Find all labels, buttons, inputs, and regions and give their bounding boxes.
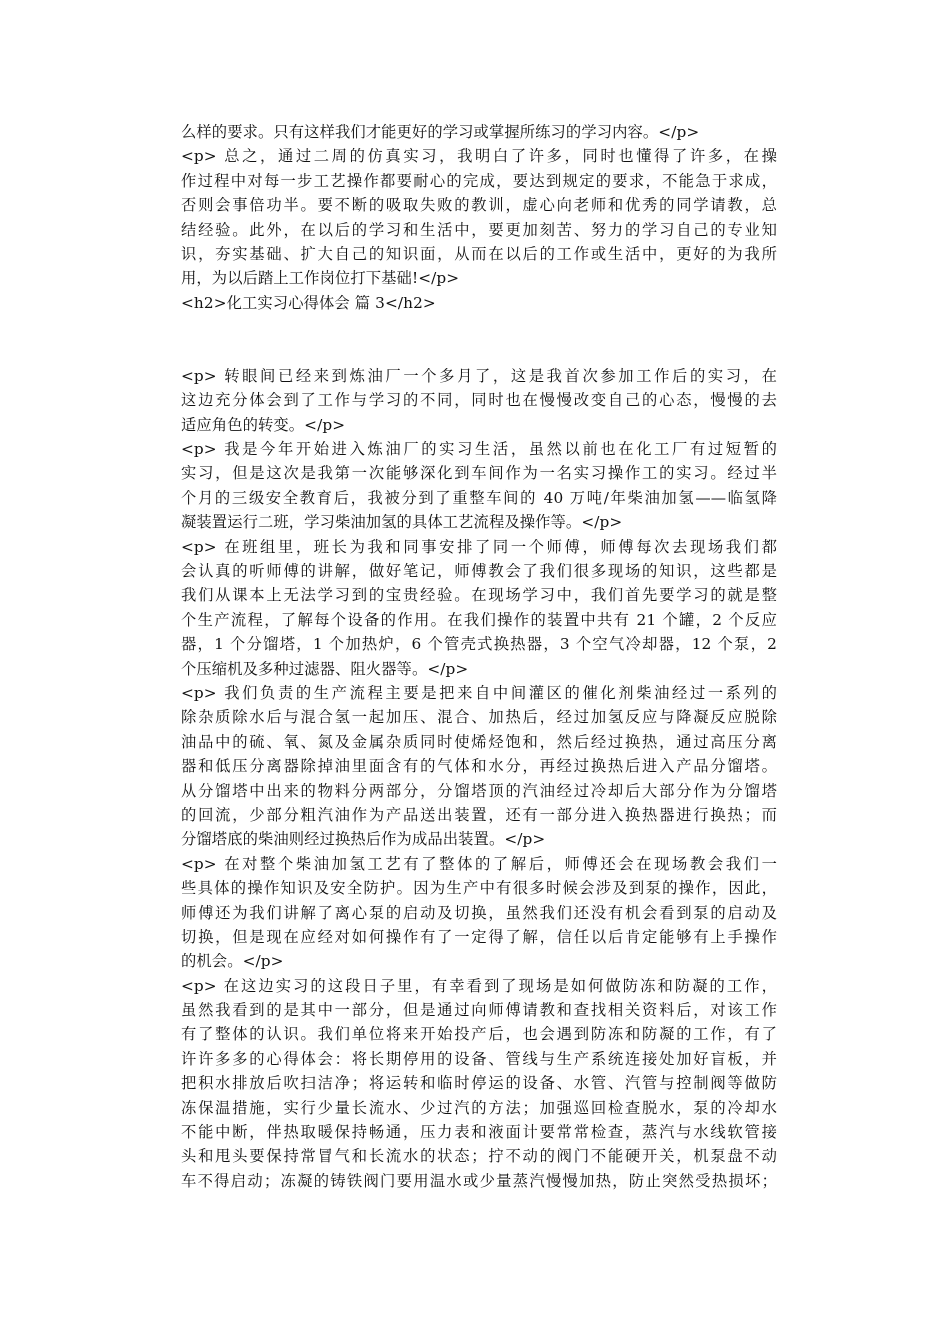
text-line: 用，为以后踏上工作岗位打下基础!</p>	[181, 269, 460, 288]
text-line: 实习，但是这次是我第一次能够深化到车间作为一名实习操作工的实习。经过半	[181, 464, 777, 483]
text-line: 个生产流程，了解每个设备的作用。在我们操作的装置中共有 21 个罐，2 个反应	[181, 610, 777, 629]
text-line: 车不得启动；冻凝的铸铁阀门要用温水或少量蒸汽慢慢加热，防止突然受热损坏；	[181, 1171, 777, 1190]
text-line: 些具体的操作知识及安全防护。因为生产中有很多时候会涉及到泵的操作，因此，	[181, 879, 777, 898]
text-line: 么样的要求。只有这样我们才能更好的学习或掌握所练习的学习内容。</p>	[181, 123, 700, 141]
text-line: 识，夯实基础、扩大自己的知识面，从而在以后的工作或生活中，更好的为我所	[181, 244, 777, 263]
text-line: 作过程中对每一步工艺操作都要耐心的完成，要达到规定的要求，不能急于求成，	[181, 171, 777, 190]
text-line: <p> 总之，通过二周的仿真实习，我明白了许多，同时也懂得了许多，在操	[181, 147, 777, 166]
text-line: 分馏塔底的柴油则经过换热后作为成品出装置。</p>	[181, 830, 546, 849]
text-line: 油品中的硫、氧、氮及金属杂质同时使烯烃饱和，然后经过换热，通过高压分离	[181, 732, 777, 751]
text-line: 把积水排放后吹扫洁净；将运转和临时停运的设备、水管、汽管与控制阀等做防	[181, 1074, 777, 1093]
text-line: 会认真的听师傅的讲解，做好笔记，师傅教会了我们很多现场的知识，这些都是	[181, 562, 777, 581]
text-line: 冻保温措施，实行少量长流水、少过汽的方法；加强巡回检查脱水，泵的冷却水	[181, 1098, 777, 1117]
text-line: 这边充分体会到了工作与学习的不同，同时也在慢慢改变自己的心态，慢慢的去	[181, 391, 777, 410]
text-line: 从分馏塔中出来的物料分两部分，分馏塔顶的汽油经过冷却后大部分作为分馏塔	[181, 781, 777, 800]
text-line: <p> 我们负责的生产流程主要是把来自中间灌区的催化剂柴油经过一系列的	[181, 683, 777, 702]
text-line: 许许多多的心得体会：将长期停用的设备、管线与生产系统连接处加好盲板，并	[181, 1049, 777, 1068]
text-line: 不能中断，伴热取暖保持畅通，压力表和液面计要常常检查，蒸汽与水线软管接	[181, 1123, 777, 1142]
document-body	[181, 120, 777, 1193]
text-line: 头和甩头要保持常冒气和长流水的状态；拧不动的阀门不能硬开关，机泵盘不动	[181, 1147, 777, 1166]
blank-line	[181, 340, 777, 364]
text-line: 有了整体的认识。我们单位将来开始投产后，也会遇到防冻和防凝的工作，有了	[181, 1025, 777, 1044]
text-line: <p> 在班组里，班长为我和同事安排了同一个师傅，师傅每次去现场我们都	[181, 537, 777, 556]
text-line: 个压缩机及多种过滤器、阻火器等。</p>	[181, 659, 469, 678]
text-line: 结经验。此外，在以后的学习和生活中，要更加刻苦、努力的学习自己的专业知	[181, 220, 777, 239]
text-line: 个月的三级安全教育后，我被分到了重整车间的 40 万吨/年柴油加氢——临氢降	[181, 488, 777, 507]
text-line: 器和低压分离器除掉油里面含有的气体和水分，再经过换热后进入产品分馏塔。	[181, 757, 777, 776]
text-line: 我们从课本上无法学习到的宝贵经验。在现场学习中，我们首先要学习的就是整	[181, 586, 777, 605]
text-line: 师傅还为我们讲解了离心泵的启动及切换，虽然我们还没有机会看到泵的启动及	[181, 903, 777, 922]
text-line: 器，1 个分馏塔，1 个加热炉，6 个管壳式换热器，3 个空气冷却器，12 个泵，2	[181, 635, 777, 654]
text-line: 凝装置运行二班，学习柴油加氢的具体工艺流程及操作等。</p>	[181, 513, 623, 532]
text-line: <p> 在对整个柴油加氢工艺有了整体的了解后，师傅还会在现场教会我们一	[181, 854, 777, 873]
blank-line	[181, 315, 777, 339]
text-line: <p> 在这边实习的这段日子里，有幸看到了现场是如何做防冻和防凝的工作，	[181, 976, 777, 995]
text-line: 的机会。</p>	[181, 952, 284, 971]
text-line: 否则会事倍功半。要不断的吸取失败的教训，虚心向老师和优秀的同学请教，总	[181, 196, 777, 215]
text-line: <p> 转眼间已经来到炼油厂一个多月了，这是我首次参加工作后的实习，在	[181, 366, 777, 385]
text-line: 除杂质除水后与混合氢一起加压、混合、加热后，经过加氢反应与降凝反应脱除	[181, 708, 777, 727]
text-line: 切换，但是现在应经对如何操作有了一定得了解，信任以后肯定能够有上手操作	[181, 927, 777, 946]
text-line: <p> 我是今年开始进入炼油厂的实习生活，虽然以前也在化工厂有过短暂的	[181, 440, 777, 459]
text-line: 的回流，少部分粗汽油作为产品送出装置，还有一部分进入换热器进行换热；而	[181, 805, 777, 824]
text-line: 适应角色的转变。</p>	[181, 415, 346, 434]
text-line: <h2>化工实习心得体会 篇 3</h2>	[181, 293, 436, 312]
text-line: 虽然我看到的是其中一部分，但是通过向师傅请教和查找相关资料后，对该工作	[181, 1001, 777, 1020]
